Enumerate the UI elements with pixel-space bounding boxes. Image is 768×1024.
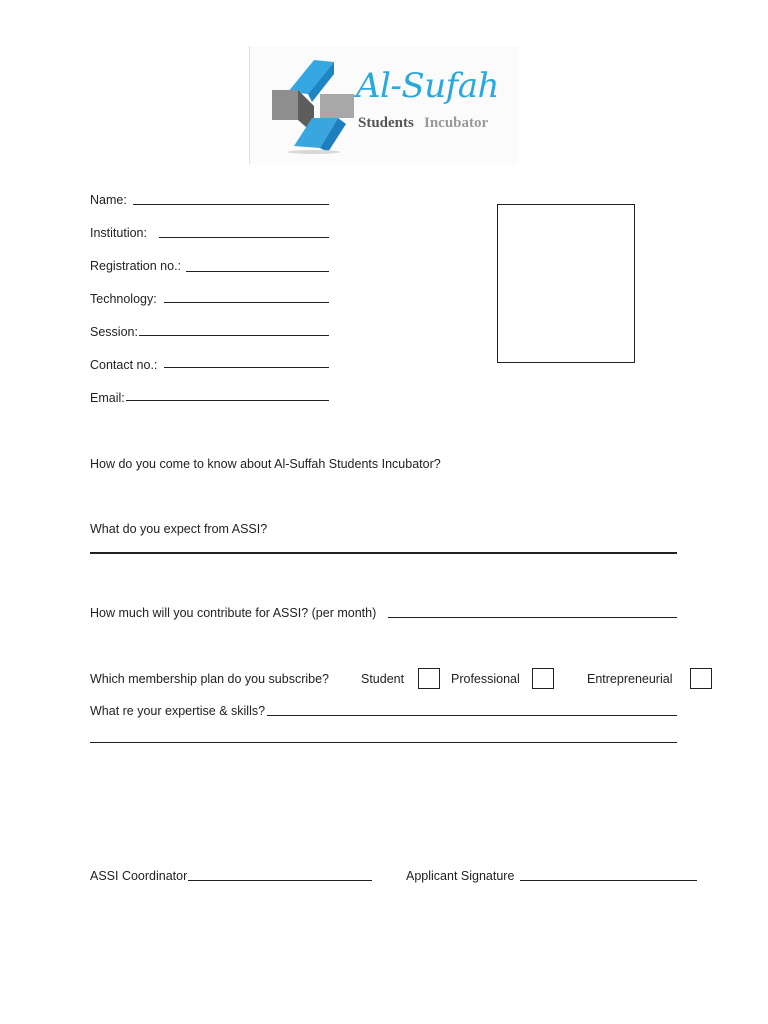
session-field[interactable] bbox=[139, 335, 329, 336]
applicant-label: Applicant Signature bbox=[406, 869, 515, 883]
membership-student-label: Student bbox=[361, 672, 405, 686]
membership-entrepreneurial-checkbox[interactable] bbox=[690, 668, 712, 689]
membership-professional-checkbox[interactable] bbox=[532, 668, 554, 689]
membership-student-checkbox[interactable] bbox=[418, 668, 440, 689]
applicant-signature-line[interactable] bbox=[520, 880, 697, 881]
institution-field[interactable] bbox=[159, 237, 329, 238]
technology-label: Technology: bbox=[90, 292, 157, 306]
email-field[interactable] bbox=[126, 400, 329, 401]
how-know-question: How do you come to know about Al-Suffah Students Incubator? bbox=[90, 457, 441, 471]
name-label: Name: bbox=[90, 193, 127, 207]
membership-entrepreneurial-label: Entrepreneurial bbox=[587, 672, 673, 686]
registration-field[interactable] bbox=[186, 271, 329, 272]
photo-box[interactable] bbox=[497, 204, 635, 363]
contribute-answer-line[interactable] bbox=[388, 617, 677, 618]
logo-subtitle-students: Students bbox=[358, 115, 414, 131]
contribute-question: How much will you contribute for ASSI? (per month) bbox=[90, 606, 377, 620]
contact-label: Contact no.: bbox=[90, 358, 158, 372]
coordinator-signature-line[interactable] bbox=[188, 880, 372, 881]
logo-title: Al-Sufah bbox=[356, 66, 499, 106]
session-label: Session: bbox=[90, 325, 138, 339]
institution-label: Institution: bbox=[90, 226, 147, 240]
membership-professional-label: Professional bbox=[451, 672, 520, 686]
logo bbox=[249, 46, 518, 164]
expertise-answer-line[interactable] bbox=[267, 715, 677, 716]
membership-question: Which membership plan do you subscribe? bbox=[90, 672, 330, 686]
expertise-question: What re your expertise & skills? bbox=[90, 704, 266, 718]
expertise-answer-line-2[interactable] bbox=[90, 742, 677, 743]
coordinator-label: ASSI Coordinator bbox=[90, 869, 188, 883]
expect-question: What do you expect from ASSI? bbox=[90, 522, 268, 536]
logo-subtitle-incubator: Incubator bbox=[424, 115, 489, 131]
logo-mark-icon bbox=[268, 54, 360, 154]
registration-label: Registration no.: bbox=[90, 259, 182, 273]
name-field[interactable] bbox=[133, 204, 329, 205]
contact-field[interactable] bbox=[164, 367, 329, 368]
technology-field[interactable] bbox=[164, 302, 329, 303]
expect-answer-line[interactable] bbox=[90, 552, 677, 554]
email-label: Email: bbox=[90, 391, 125, 405]
